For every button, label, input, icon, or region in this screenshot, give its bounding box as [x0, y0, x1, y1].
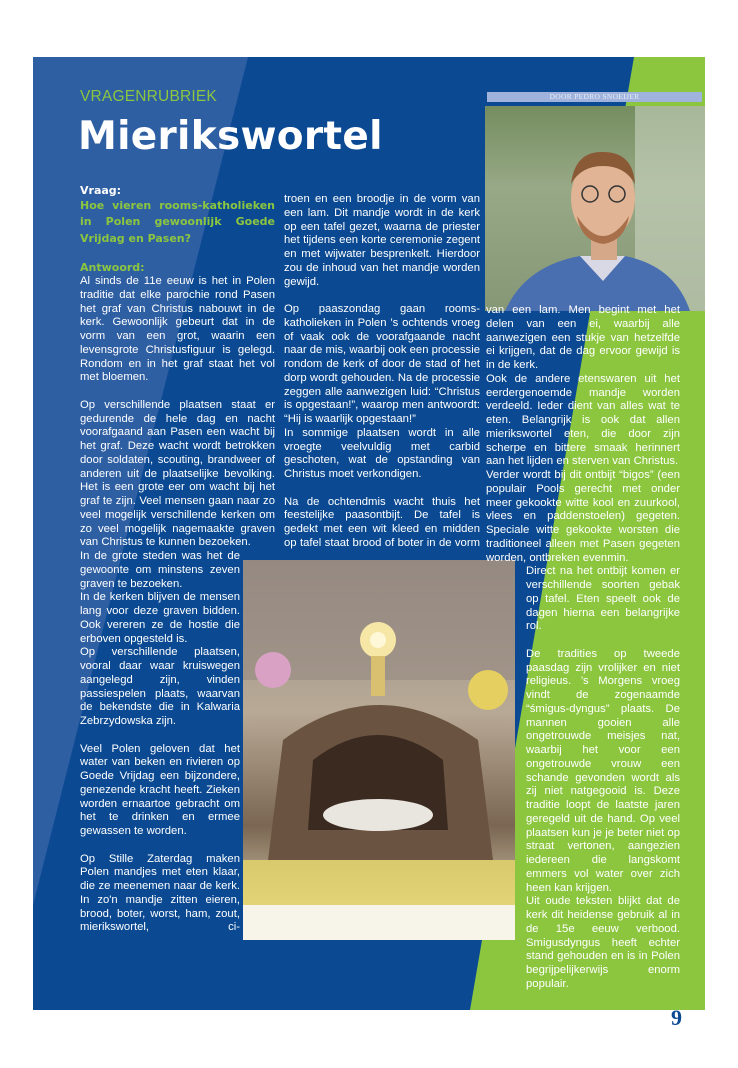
paragraph: In sommige plaatsen wordt in alle vroegte veelvuldig met carbid geschoten, wat de opstanding van Christus moet verkondigen.: [284, 426, 480, 480]
page-number: 9: [671, 1004, 682, 1030]
paragraph: troen en een broodje in de vorm van een lam. Dit mandje wordt in de kerk op een tafel gezet, waarna de priester het tijdens een korte ceremonie zegent en met wijwater besprenkelt. Hierdoor zou de inhoud van het mandje worden gewijd.: [284, 193, 480, 288]
paragraph: In de grote steden was het de gewoonte om minstens zeven graven te bezoeken.: [80, 550, 240, 590]
page-footer: [486, 1006, 682, 1030]
easter-grave-photo: [243, 560, 515, 940]
paragraph: Verder wordt bij dit ontbijt “bigos” (een populair Pools gerecht met onder meer gekookte witte kool en zuurkool, vlees en paddenstoelen) gegeten. Speciale witte gekookte worsten die traditioneel alleen met Pasen gegeten worden, ontbreken evenmin.: [486, 469, 680, 564]
paragraph: Op verschillende plaatsen staat er gedurende de hele dag en nacht voorafgaand aan Pasen een wacht bij het graf. Deze wacht wordt betrokken door soldaten, scouting, brandweer of anderen uit de plaatselijke bevolking. Het is een grote eer om wacht bij het graf te zijn. Veel mensen gaan naar zo veel mogelijk verschillende kerken om zo veel mogelijk nagemaakte graven van Christus te kunnen bezoeken.: [80, 398, 275, 549]
magazine-name: In de Rechte Straat: [572, 1015, 663, 1028]
byline: DOOR PEDRO SNOEIJER: [487, 92, 702, 102]
section-label: VRAGENRUBRIEK: [80, 88, 217, 105]
page-title: Mierikswortel: [78, 114, 383, 159]
paragraph: Veel Polen geloven dat het water van beken en rivieren op Goede Vrijdag een bijzondere, genezende kracht heeft. Zieken worden ernaartoe gebracht om het te drinken en ermee gewassen te worden.: [80, 742, 240, 837]
paragraph: van een lam. Men begint met het delen van een ei, waarbij alle aanwezigen een stukje van hetzelfde ei krijgen, dat de dag ervoor gewijd is in de kerk.: [486, 304, 680, 371]
paragraph: De tradities op tweede paasdag zijn vrolijker en niet religieus. ’s Morgens vroeg vindt de zogenaamde “śmigus-dyngus” plaats. De mannen gooien alle ongetrouwde meisjes nat, waarbij het voor een ongetrouwde vrouw een schande gevonden wordt als zij niet natgegooid is. Deze traditie loopt de laatste jaren geregeld uit de hand. Op veel plaatsen kun je je beter niet op straat vertonen, aangezien iedereen die langskomt emmers vol water over zich heen kan krijgen.: [526, 647, 680, 894]
paragraph: Al sinds de 11e eeuw is het in Polen traditie dat elke parochie rond Pasen het graf van Christus nabouwt in de kerk. Gewoonlijk gebeurt dat in de vorm van een grot, waarin een levensgrote Christusfiguur is gelegd. Rondom en in het graf staat het vol met bloemen.: [80, 275, 275, 384]
paragraph: Uit oude teksten blijkt dat de kerk dit heidense gebruik al in de 15e eeuw verbood. Smigusdyngus heeft echter stand gehouden en is in Polen begrijpelijkerwijs enorm populair.: [526, 895, 680, 990]
paragraph: Direct na het ontbijt komen er verschillende soorten gebak op tafel. Eten speelt ook de dagen hierna een belangrijke rol.: [526, 565, 680, 633]
column-3-narrow: [526, 565, 680, 991]
answer-label: Antwoord:: [80, 261, 145, 275]
paragraph: Na de ochtendmis wacht thuis het feestelijke paasontbijt. De tafel is gedekt met een wit kleed en midden op tafel staat brood of boter in de vorm: [284, 495, 480, 549]
paragraph: Op verschillende plaatsen, vooral daar waar kruiswegen aangelegd zijn, vinden passiespelen plaats, waarvan de bekendste die in Kalwaria Zebrzydowska zijn.: [80, 646, 240, 727]
paragraph: Ook de andere etenswaren uit het eerdergenoemde mandje worden verdeeld. Ieder dient van alles wat te eten. Belangrijk is ook dat allen mierikswortel eten, die door zijn scherpe en bittere smaak herinnert aan het lijden en sterven van Christus.: [486, 372, 680, 468]
paragraph: Op Stille Zaterdag maken Polen mandjes met eten klaar, die ze meenemen naar de kerk. In zo'n mandje zitten eieren, brood, boter, worst, ham, zout, mierikswortel, ci-: [80, 852, 240, 934]
column-1: [80, 184, 275, 935]
question-label: Vraag:: [80, 184, 122, 197]
paragraph: In de kerken blijven de mensen lang voor deze graven bidden. Ook vereren ze de hostie die erboven opgesteld is.: [80, 591, 240, 645]
column-1-narrow: [80, 550, 240, 935]
paragraph: Op paaszondag gaan rooms-katholieken in Polen ’s ochtends vroeg of vaak ook de voorafgaande nacht naar de mis, waarbij ook een processie rondom de kerk of door de stad of het dorp wordt gehouden. Na de processie zeggen alle aanwezigen luid: “Christus is opgestaan!”, waarop men antwoordt: “Hij is waarlijk opgestaan!”: [284, 303, 480, 425]
author-photo: [485, 106, 705, 311]
question-text: Hoe vieren rooms-katholieken in Polen gewoonlijk Goede Vrijdag en Pasen?: [80, 198, 275, 245]
column-3: [486, 304, 680, 1030]
column-2: [284, 193, 480, 551]
